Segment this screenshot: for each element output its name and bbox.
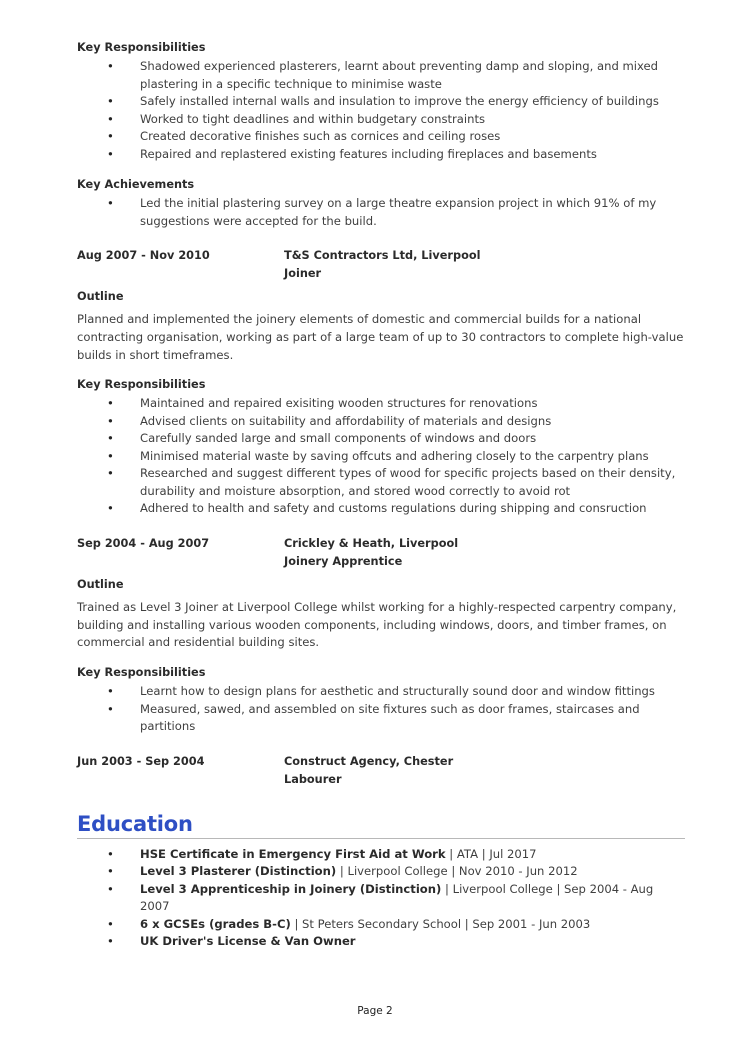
job-company: Construct Agency, Chester xyxy=(284,754,454,768)
bullet-icon: • xyxy=(107,701,114,716)
list-item: • Shadowed experienced plasterers, learnt about preventing damp and sloping, and mixed plastering in a specific technique to minimise waste xyxy=(107,59,659,91)
list-item: • Learnt how to design plans for aesthetic and structurally sound door and window fittings xyxy=(77,683,685,701)
list-item: • Researched and suggest different types of wood for specific projects based on their density, durability and moisture absorption, and stored wood correctly to avoid rot xyxy=(107,466,676,498)
list-item: • Minimised material waste by saving offcuts and adhering closely to the carpentry plans xyxy=(77,448,685,466)
qualification-name: HSE Certificate in Emergency First Aid at Work xyxy=(140,846,446,861)
outline-text: Trained as Level 3 Joiner at Liverpool College whilst working for a highly-respected carpentry company, building and installing various wooden components, including windows, doors, and timber frames, on commercial and residential building sites. xyxy=(77,599,677,650)
list-item xyxy=(77,916,685,934)
qualification-name: 6 x GCSEs (grades B-C) xyxy=(140,916,291,931)
bullet-icon: • xyxy=(107,129,114,143)
list-item: • Maintained and repaired exisiting wooden structures for renovations xyxy=(77,395,685,413)
job-role: Joinery Apprentice xyxy=(284,554,403,568)
list-item: • Carefully sanded large and small components of windows and doors xyxy=(77,430,685,448)
bullet-icon: • xyxy=(107,466,114,481)
outline-label: Outline xyxy=(77,290,124,303)
education-list xyxy=(77,846,685,951)
list-item: • Safely installed internal walls and insulation to improve the energy efficiency of buildings xyxy=(77,93,685,111)
qualification-details: | Liverpool College | Sep 2004 - Aug 2007 xyxy=(140,881,654,914)
education-section xyxy=(77,811,685,951)
job-crickley-heath xyxy=(77,535,685,736)
job-header xyxy=(77,247,685,283)
job-header xyxy=(77,753,685,789)
bullet-icon: • xyxy=(107,146,114,161)
job-dates: Sep 2004 - Aug 2007 xyxy=(77,536,210,550)
bullet-icon: • xyxy=(107,431,114,446)
bullet-icon: • xyxy=(107,501,114,516)
job-dates: Aug 2007 - Nov 2010 xyxy=(77,249,210,262)
qualification-details: | St Peters Secondary School | Sep 2001 - Jun 2003 xyxy=(290,916,591,931)
outline-label: Outline xyxy=(77,577,124,591)
list-item xyxy=(77,846,685,864)
key-responsibilities-label: Key Responsibilities xyxy=(77,666,206,680)
bullet-icon: • xyxy=(107,684,114,699)
qualification-details: | ATA | Jul 2017 xyxy=(445,846,537,861)
section-title-education: Education xyxy=(77,811,193,836)
bullet-icon: • xyxy=(107,448,114,463)
list-item xyxy=(77,881,685,916)
job-header xyxy=(77,535,685,571)
bullet-icon: • xyxy=(107,846,114,861)
list-item: • Repaired and replastered existing features including fireplaces and basements xyxy=(77,146,685,164)
qualification-name: Level 3 Apprenticeship in Joinery (Distinction) xyxy=(140,881,442,896)
bullet-icon: • xyxy=(107,864,114,879)
job-company: Crickley & Heath, Liverpool xyxy=(284,536,459,550)
bullet-icon: • xyxy=(107,934,114,949)
cv-page-2 xyxy=(77,40,685,951)
responsibilities-list xyxy=(77,58,685,163)
job-role: Labourer xyxy=(284,772,342,786)
responsibilities-list xyxy=(77,683,685,736)
bullet-icon: • xyxy=(107,111,114,126)
bullet-icon: • xyxy=(107,881,114,896)
key-responsibilities-label: Key Responsibilities xyxy=(77,378,206,392)
key-achievements-label: Key Achievements xyxy=(77,178,195,191)
list-item: • Adhered to health and safety and customs regulations during shipping and consruction xyxy=(77,500,685,518)
qualification-name: UK Driver's License & Van Owner xyxy=(140,934,356,949)
bullet-icon: • xyxy=(107,396,114,411)
job-role: Joiner xyxy=(284,267,322,280)
list-item: • Advised clients on suitability and affordability of materials and designs xyxy=(77,413,685,431)
list-item xyxy=(77,863,685,881)
list-item xyxy=(77,933,685,951)
responsibilities-list xyxy=(77,395,685,518)
job-dates: Jun 2003 - Sep 2004 xyxy=(77,754,205,768)
key-responsibilities-label: Key Responsibilities xyxy=(77,41,206,54)
list-item: • Worked to tight deadlines and within budgetary constraints xyxy=(77,111,685,129)
bullet-icon: • xyxy=(107,196,114,210)
bullet-icon: • xyxy=(107,94,114,108)
job-company: T&S Contractors Ltd, Liverpool xyxy=(284,249,481,262)
section-divider xyxy=(77,838,685,839)
achievements-list xyxy=(77,195,685,230)
page-number: Page 2 xyxy=(357,1005,393,1017)
bullet-icon: • xyxy=(107,916,114,931)
list-item: • Led the initial plastering survey on a large theatre expansion project in which 91% of my suggestions were accepted for the build. xyxy=(107,196,657,228)
qualification-details: | Liverpool College | Nov 2010 - Jun 2012 xyxy=(336,864,578,879)
list-item: • Measured, sawed, and assembled on site fixtures such as door frames, staircases and partitions xyxy=(107,701,640,734)
job-ts-contractors xyxy=(77,247,685,518)
previous-role-block xyxy=(77,40,685,230)
job-construct-agency xyxy=(77,753,685,789)
bullet-icon: • xyxy=(107,59,114,73)
qualification-name: Level 3 Plasterer (Distinction) xyxy=(140,864,337,879)
outline-text: Planned and implemented the joinery elements of domestic and commercial builds for a national contracting organisation, working as part of a large team of up to 30 contractors to complete high-value builds in short timeframes. xyxy=(77,312,684,362)
bullet-icon: • xyxy=(107,413,114,428)
list-item: • Created decorative finishes such as cornices and ceiling roses xyxy=(77,128,685,146)
